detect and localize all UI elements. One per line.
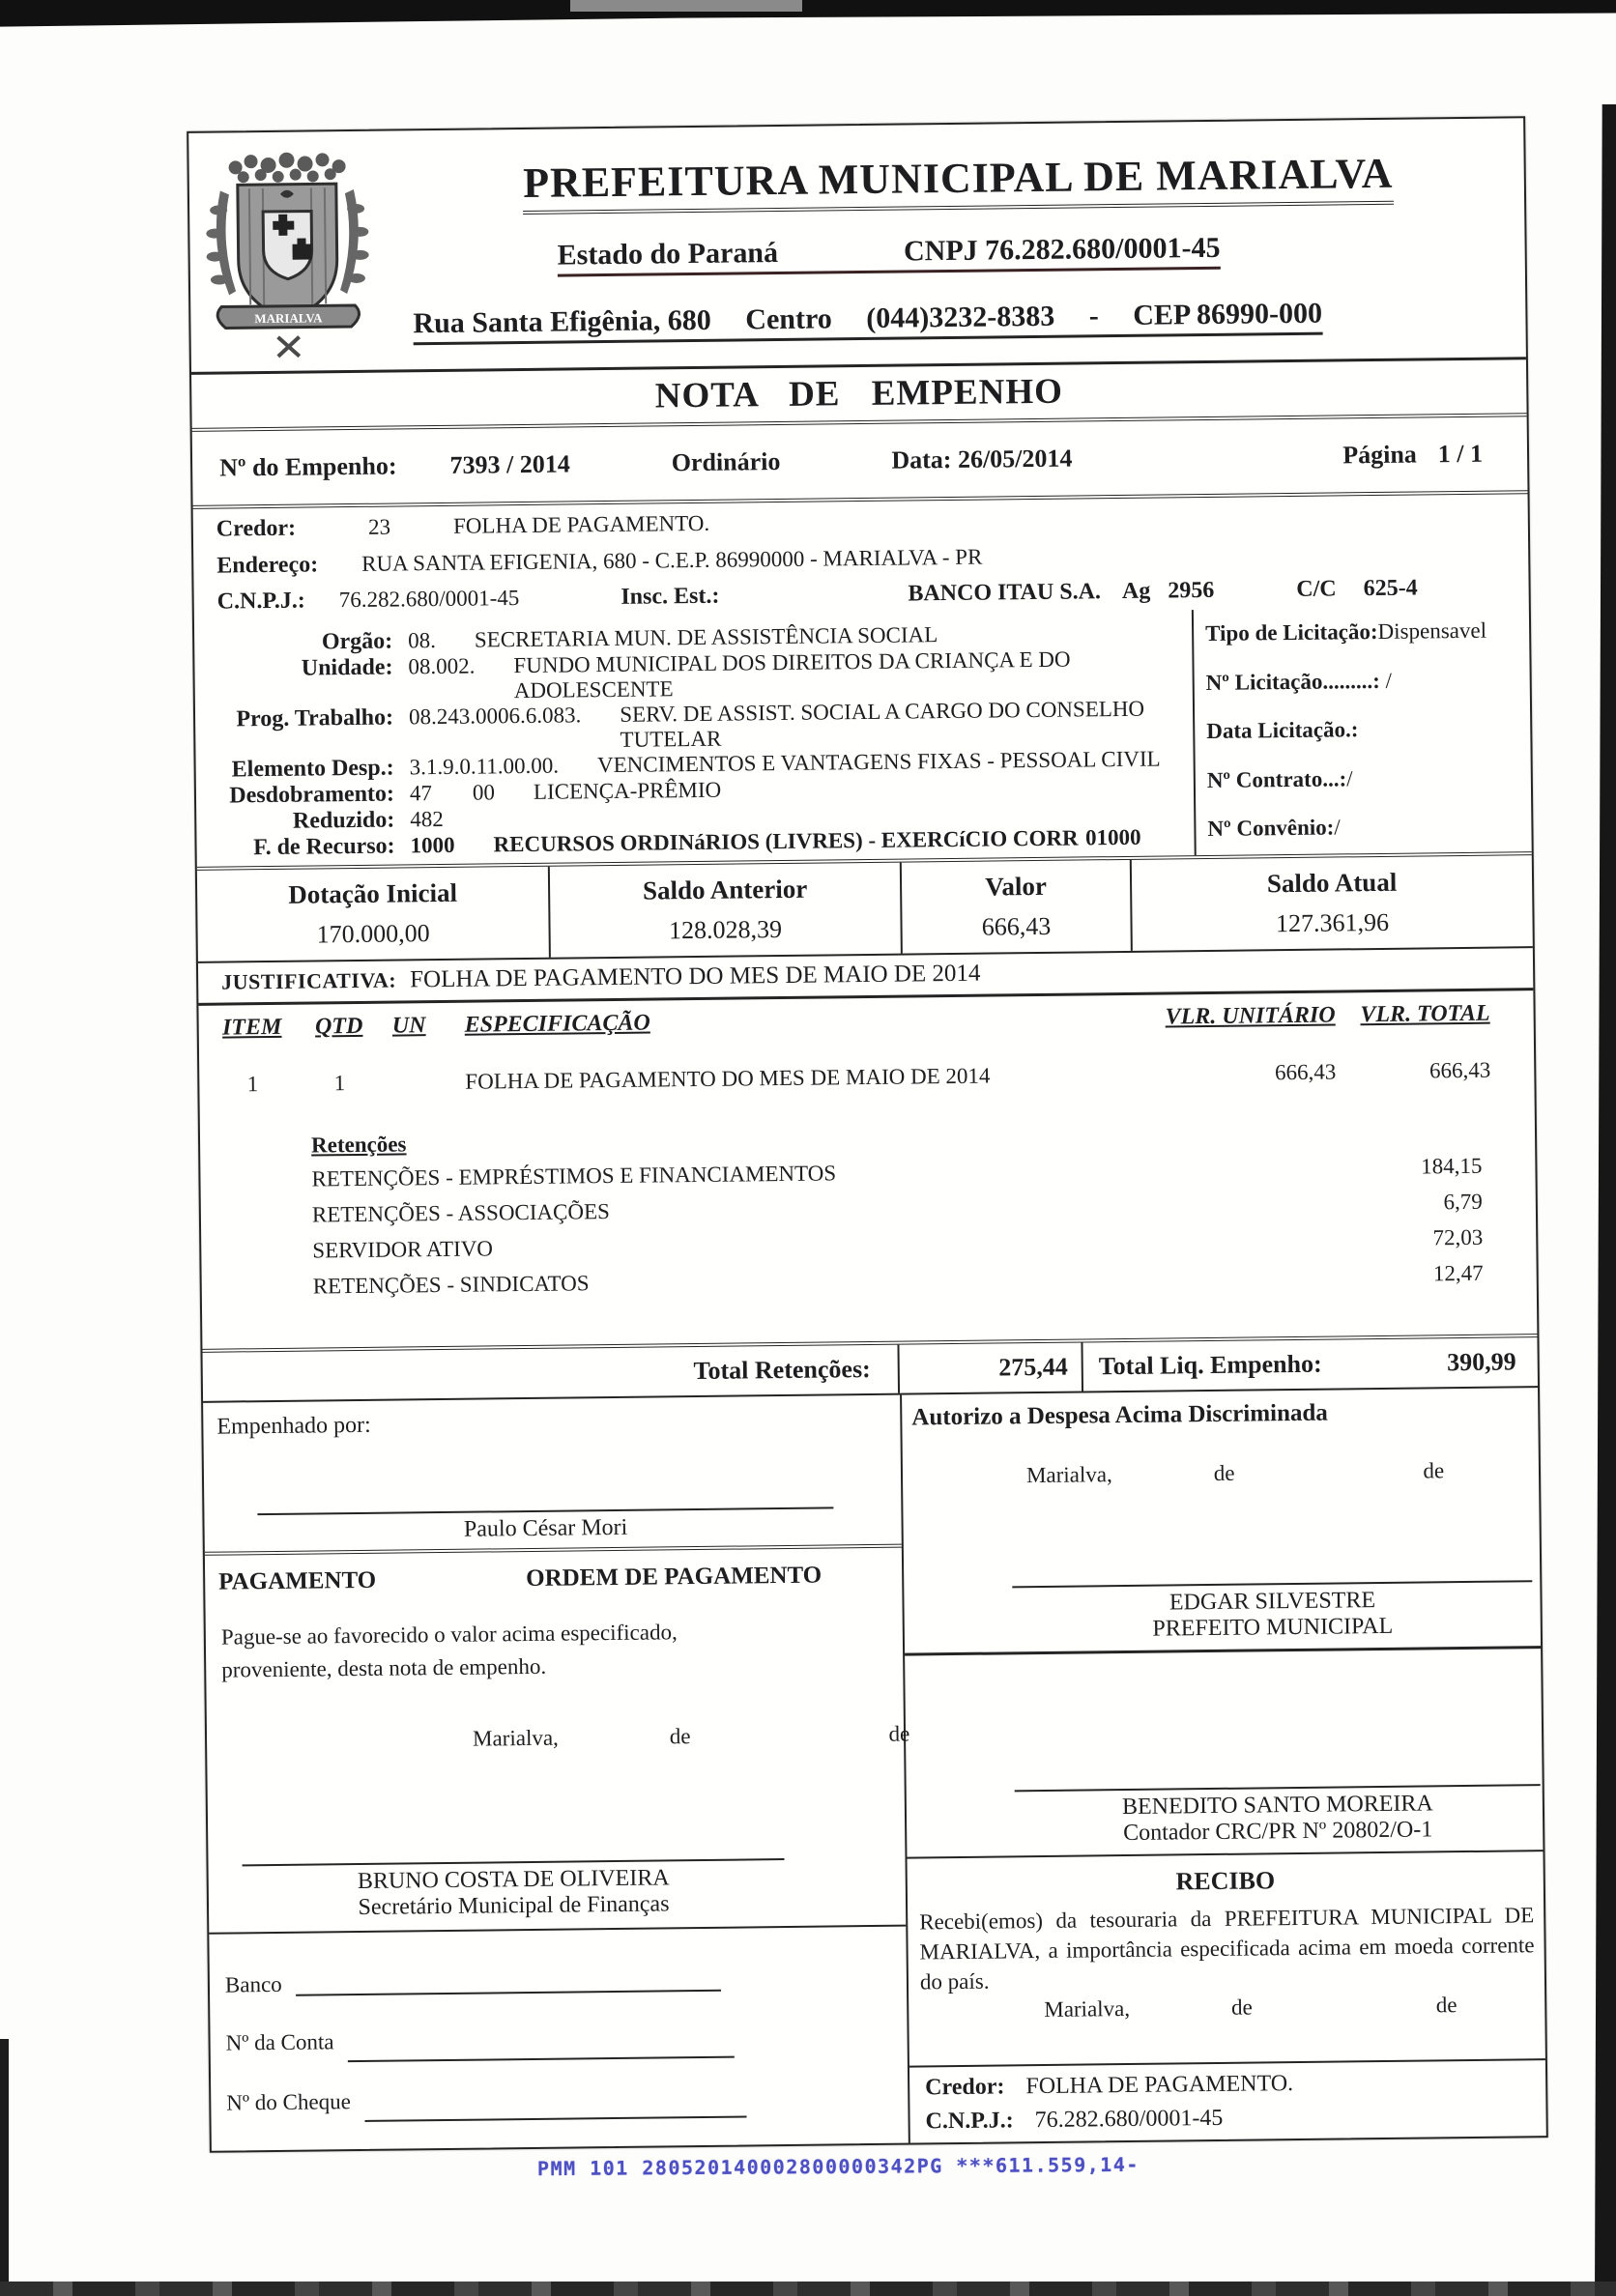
account-field-row (225, 2025, 734, 2056)
committed-by-signature (257, 1507, 833, 1545)
accountant-name: BENEDITO SANTO MOREIRA (1121, 1791, 1433, 1821)
bidding-type-row (1205, 617, 1523, 646)
item-spec: FOLHA DE PAGAMENTO DO MES DE MAIO DE 2014 (465, 1063, 991, 1094)
prog-trabalho-label: Prog. Trabalho: (236, 704, 394, 732)
authorization-date-line (1026, 1457, 1539, 1488)
entity-cep: CEP 86990-000 (1133, 297, 1323, 331)
agreement-number-label: Nº Convênio: (1207, 815, 1335, 842)
payment-order-header (205, 1548, 902, 1596)
account-label: C/C (1296, 576, 1337, 602)
withholding-value: 184,15 (1421, 1153, 1483, 1179)
desdobramento-label: Desdobramento: (229, 781, 395, 809)
prog-trabalho-code: 08.243.0006.6.083. (408, 703, 582, 730)
committed-by-box (203, 1395, 902, 1556)
state-label: Estado do Paraná (557, 236, 779, 272)
amount-col-dotacao (197, 867, 549, 961)
date-word-de: de (1213, 1460, 1235, 1485)
budget-amounts-table (197, 855, 1533, 962)
header-state-cnpj (557, 232, 1220, 277)
empenho-number-row (192, 417, 1528, 510)
date-label: Data: (891, 445, 952, 474)
col-unit-header: VLR. UNITÁRIO (1165, 1002, 1336, 1030)
bidding-number-label: Nº Licitação.........: (1205, 668, 1380, 695)
receipt-creditor-value: FOLHA DE PAGAMENTO. (1025, 2071, 1294, 2100)
net-total-value: 390,99 (1447, 1347, 1516, 1377)
authorization-box (902, 1388, 1541, 1655)
withholding-name: RETENÇÕES - EMPRÉSTIMOS E FINANCIAMENTOS (311, 1161, 837, 1191)
receipt-creditor-row (925, 2068, 1545, 2101)
prog-trabalho-desc: SERV. DE ASSIST. SOCIAL A CARGO DO CONSELHO TUTELAR (620, 696, 1145, 752)
bidding-date-row (1206, 715, 1524, 744)
amount-col-saldo-atual (1130, 855, 1533, 951)
dotacao-value: 170.000,00 (316, 919, 430, 949)
receipt-cnpj-row (925, 2102, 1545, 2135)
reduzido-label: Reduzido: (292, 807, 395, 834)
date-word-de: de (1423, 1458, 1445, 1483)
agreement-number-row (1207, 813, 1525, 842)
authorization-title: Autorizo a Despesa Acima Discriminada (911, 1399, 1328, 1431)
empenho-date (891, 445, 1072, 475)
item-number: 1 (246, 1071, 259, 1097)
state-registration-label: Insc. Est.: (620, 583, 720, 610)
city-name: Marialva, (1025, 1462, 1112, 1488)
creditor-code: 23 (367, 514, 391, 540)
blank-fill-line (364, 2115, 746, 2121)
committed-by-label: Empenhado por: (216, 1412, 371, 1440)
elemento-desp-code: 3.1.9.0.11.00.00. (409, 753, 560, 780)
agency-number: 2956 (1168, 577, 1215, 604)
col-item-header: ITEM (221, 1014, 282, 1041)
amount-col-saldo-anterior (548, 863, 901, 958)
orgao-desc: SECRETARIA MUN. DE ASSISTÊNCIA SOCIAL (474, 622, 938, 652)
withholding-name: RETENÇÕES - ASSOCIAÇÕES (311, 1198, 611, 1227)
cheque-field-row (226, 2084, 746, 2115)
bank-field-label: Banco (224, 1971, 282, 1997)
budget-classification-left (194, 610, 1195, 867)
scanner-edge-right (1595, 104, 1616, 2296)
withholding-name: RETENÇÕES - SINDICATOS (312, 1271, 590, 1299)
scanner-edge-top-grey (570, 0, 802, 12)
elemento-desp-desc: VENCIMENTOS E VANTAGENS FIXAS - PESSOAL CIVIL (596, 746, 1161, 778)
withholding-row (202, 1258, 1537, 1303)
saldo-atual-value: 127.361,96 (1275, 907, 1390, 938)
scanner-edge-left (0, 2039, 9, 2296)
dot-matrix-stamp: PMM 101 280520140002800000342PG ***611.559,14- (536, 2152, 1140, 2181)
agency-label: Ag (1121, 578, 1151, 605)
orgao-label: Orgão: (321, 628, 393, 655)
items-table (198, 990, 1537, 1353)
account-field-label: Nº da Conta (225, 2029, 334, 2055)
mayor-name: EDGAR SILVESTRE (1169, 1588, 1376, 1616)
budget-classification-section (194, 606, 1532, 871)
payment-order-box (205, 1548, 910, 1935)
receipt-text: Recebi(emos) da tesouraria da PREFEITURA MUNICIPAL DE MARIALVA, a importância especificada acima em moeda corrente do país. (919, 1903, 1535, 1995)
address-label: Endereço: (216, 552, 319, 579)
creditor-row (216, 502, 1528, 542)
document-title: NOTA DE EMPENHO (654, 371, 1064, 416)
total-withholdings-label: Total Retenções: (693, 1355, 871, 1386)
date-word-de: de (1435, 1993, 1457, 2018)
col-espec-header: ESPECIFICAÇÃO (464, 1010, 650, 1038)
item-un (373, 1070, 446, 1096)
items-table-header (199, 1000, 1534, 1046)
item-qty: 1 (333, 1070, 346, 1096)
bidding-type-value: Dispensavel (1377, 617, 1487, 645)
bank-details-box (209, 1927, 908, 2151)
header-address-line (413, 298, 1322, 346)
empenho-type: Ordinário (671, 447, 781, 477)
entity-title: PREFEITURA MUNICIPAL DE MARIALVA (523, 149, 1394, 215)
header-text-block (411, 135, 1506, 345)
payment-order-title: ORDEM DE PAGAMENTO (526, 1562, 822, 1593)
creditor-label: Credor: (216, 515, 297, 542)
date-value: 26/05/2014 (957, 444, 1073, 474)
city-name: Marialva, (472, 1725, 559, 1751)
dotacao-header: Dotação Inicial (288, 877, 458, 909)
bidding-number-value: / (1385, 668, 1393, 693)
entity-cnpj: CNPJ 76.282.680/0001-45 (903, 231, 1221, 268)
empenho-number-label: Nº do Empenho: (218, 451, 397, 482)
document-header (188, 118, 1526, 374)
cnpj-value: 76.282.680/0001-45 (338, 586, 520, 613)
col-qtd-header: QTD (314, 1013, 363, 1040)
justification-text: FOLHA DE PAGAMENTO DO MES DE MAIO DE 2014 (410, 960, 981, 993)
receipt-creditor-label: Credor: (925, 2074, 1005, 2101)
net-total-cell (1082, 1337, 1538, 1391)
valor-value: 666,43 (981, 911, 1052, 941)
desdobramento-code: 47 (409, 781, 433, 806)
page-value: 1 / 1 (1437, 440, 1484, 469)
blank-fill-line (348, 2056, 735, 2063)
bidding-info-box (1192, 606, 1532, 855)
withholding-value: 72,03 (1432, 1224, 1484, 1250)
date-word-de: de (888, 1721, 910, 1746)
fonte-recurso-code: 1000 (410, 832, 455, 858)
withholding-value: 12,47 (1432, 1260, 1484, 1286)
item-total-value: 666,43 (1428, 1057, 1491, 1083)
accountant-role: Contador CRC/PR Nº 20802/O-1 (1122, 1817, 1433, 1847)
nota-de-empenho-document (187, 116, 1548, 2153)
left-signature-column (203, 1395, 909, 2151)
date-word-de: de (1230, 1995, 1253, 2020)
withholdings-title: Retenções (310, 1132, 407, 1158)
withholding-name: SERVIDOR ATIVO (312, 1236, 494, 1263)
date-word-de: de (669, 1724, 691, 1749)
col-total-header: VLR. TOTAL (1360, 1000, 1490, 1027)
bidding-date-label: Data Licitação.: (1206, 717, 1359, 744)
receipt-title: RECIBO (1175, 1866, 1276, 1896)
receipt-box (908, 1851, 1545, 2067)
saldo-anterior-value: 128.028,39 (668, 914, 783, 945)
creditor-name: FOLHA DE PAGAMENTO. (452, 511, 710, 539)
account-number: 625-4 (1363, 575, 1418, 602)
finance-secretary-name: BRUNO COSTA DE OLIVEIRA (357, 1865, 670, 1895)
unidade-label: Unidade: (301, 654, 393, 681)
creditor-box (193, 494, 1529, 620)
desdobramento-desc: LICENÇA-PRÊMIO (533, 777, 722, 804)
withholding-value: 6,79 (1443, 1189, 1483, 1215)
elemento-desp-label: Elemento Desp.: (231, 755, 394, 783)
bank-field-row (225, 1967, 721, 1998)
cheque-field-label: Nº do Cheque (226, 2089, 351, 2115)
receipt-creditor-box (909, 2060, 1546, 2142)
page-indicator (1321, 440, 1483, 471)
bank-name: BANCO ITAU S.A. (908, 579, 1102, 607)
mayor-role: PREFEITO MUNICIPAL (1152, 1613, 1394, 1642)
contract-number-value: / (1346, 765, 1353, 790)
total-withholdings-value: 275,44 (897, 1343, 1083, 1393)
scanner-edge-top (0, 0, 1616, 29)
unidade-desc: FUNDO MUNICIPAL DOS DIREITOS DA CRIANÇA E DO ADOLESCENTE (513, 646, 1071, 703)
col-un-header: UN (391, 1012, 426, 1039)
fonte-recurso-desc: RECURSOS ORDINáRIOS (LIVRES) - EXERCíCIO CORR (493, 825, 1079, 857)
withholdings-block (200, 1119, 1537, 1303)
scanner-edge-bottom (0, 2282, 1616, 2296)
signatures-section (203, 1388, 1546, 2151)
cnpj-label: C.N.P.J.: (216, 588, 305, 615)
mayor-signature (1012, 1580, 1533, 1644)
empenho-number: 7393 / 2014 (449, 449, 570, 480)
saldo-atual-header: Saldo Atual (1266, 867, 1398, 899)
contract-number-label: Nº Contrato...: (1206, 765, 1347, 792)
page-label: Página (1342, 440, 1417, 470)
valor-header: Valor (985, 871, 1048, 902)
saldo-anterior-header: Saldo Anterior (642, 874, 808, 905)
contract-number-row (1207, 764, 1525, 793)
net-total-label: Total Liq. Empenho: (1098, 1349, 1322, 1381)
justification-label: JUSTIFICATIVA: (221, 967, 397, 994)
finance-secretary-signature (243, 1858, 786, 1922)
entity-address: Rua Santa Efigênia, 680 (413, 303, 712, 340)
accountant-signature (1015, 1784, 1542, 1848)
payment-order-text: Pague-se ao favorecido o valor acima especificado, proveniente, desta nota de empenho. (220, 1620, 678, 1682)
entity-district: Centro (745, 302, 832, 336)
blank-fill-line (296, 1990, 721, 1996)
municipal-crest-logo (198, 151, 376, 363)
city-name: Marialva, (1044, 1995, 1131, 2022)
bidding-number-row (1206, 667, 1524, 696)
agreement-number-value: / (1334, 815, 1341, 840)
orgao-code: 08. (408, 628, 437, 653)
address-value: RUA SANTA EFIGENIA, 680 - C.E.P. 86990000 - MARIALVA - PR (361, 544, 983, 576)
reduzido-code: 482 (410, 807, 444, 832)
bidding-type-label: Tipo de Licitação: (1204, 619, 1378, 646)
accountant-box (905, 1649, 1543, 1858)
receipt-date-line (1044, 1992, 1544, 2023)
bank-info (908, 574, 1529, 607)
item-row (199, 1057, 1534, 1098)
amount-col-valor (900, 860, 1131, 954)
receipt-cnpj-label: C.N.P.J.: (925, 2108, 1014, 2135)
unidade-code: 08.002. (408, 653, 476, 679)
item-unit-value: 666,43 (1274, 1059, 1337, 1084)
desdobramento-code2: 00 (472, 780, 496, 805)
committed-by-name: Paulo César Mori (463, 1514, 628, 1542)
entity-phone: (044)3232-8383 (866, 300, 1055, 334)
finance-secretary-role: Secretário Municipal de Finanças (358, 1891, 670, 1921)
payment-date-line (472, 1721, 910, 1752)
fonte-recurso-label: F. de Recurso: (253, 833, 395, 861)
right-signature-column (900, 1388, 1546, 2142)
fonte-recurso-extra: 01000 (1084, 824, 1141, 850)
payment-title: PAGAMENTO (218, 1566, 377, 1595)
separator-dash: - (1088, 300, 1099, 332)
crest-banner-text: MARIALVA (254, 310, 323, 327)
creditor-address-row (216, 538, 1528, 579)
receipt-cnpj-value: 76.282.680/0001-45 (1034, 2105, 1224, 2134)
